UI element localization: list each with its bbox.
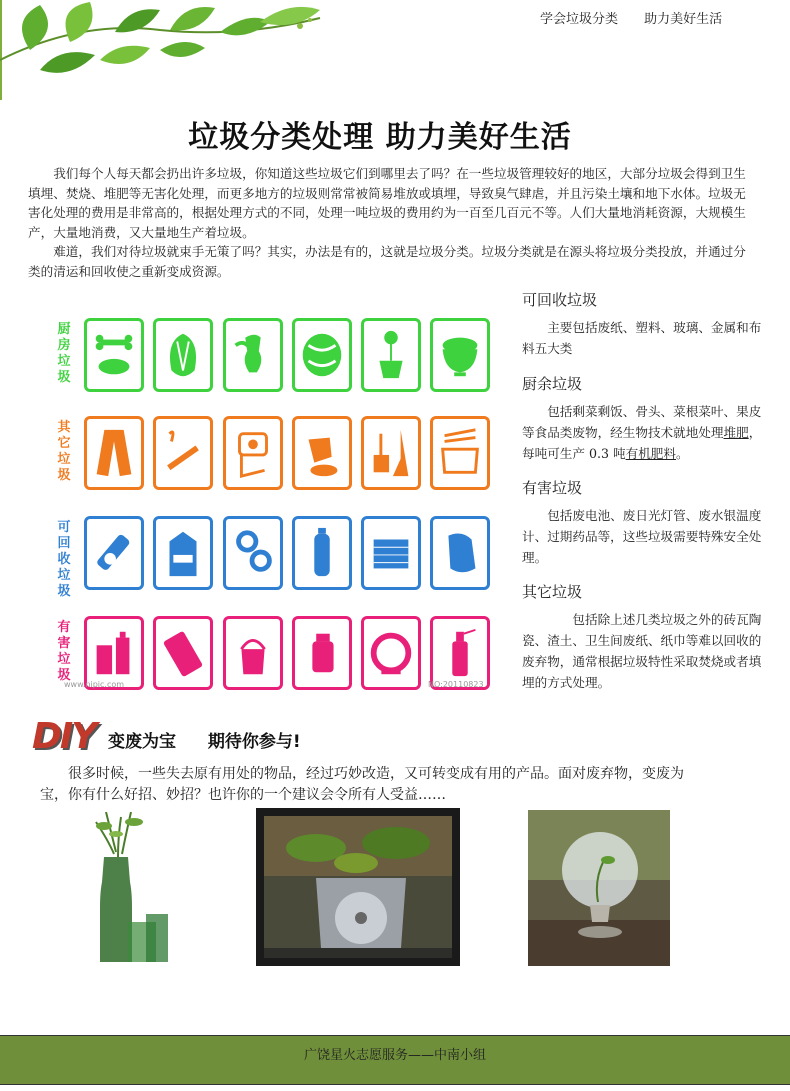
intro-text	[28, 164, 748, 281]
category-title: 可回收垃圾	[522, 291, 598, 309]
waste-sorting-chart	[56, 298, 496, 693]
category-title: 厨余垃圾	[522, 375, 583, 393]
category-title: 其它垃圾	[522, 583, 583, 601]
spilled-cup-icon	[292, 416, 352, 490]
bulb-planter-photo	[528, 810, 670, 966]
chart-row-label: 其 它 垃 圾	[57, 420, 71, 483]
diy-logo: DIY	[32, 716, 96, 757]
leaf-vine-decoration	[0, 0, 340, 100]
category-text: 包括废电池、废日光灯管、废水银温度计、过期药品等，这些垃圾需要特殊安全处理。	[522, 508, 762, 565]
header-item: 学会垃圾分类	[540, 12, 619, 27]
cd-vase-photo	[256, 808, 460, 966]
category-text: 包括除上述几类垃圾之外的砖瓦陶瓷、渣土、卫生间废纸、纸巾等难以回收的废弃物，通常根据垃圾特性采取焚烧或者填埋的方式处理。	[522, 612, 762, 690]
category-hazardous	[522, 478, 766, 568]
lamp-tube-icon	[361, 616, 421, 690]
bottle-vase-photo	[66, 812, 176, 964]
image-watermark: NO:20110823	[428, 680, 484, 689]
header-item: 助力美好生活	[644, 12, 723, 27]
milk-carton-icon	[153, 516, 213, 590]
cabbage-icon	[153, 318, 213, 392]
diy-text	[40, 764, 700, 806]
chart-row-label: 厨 房 垃 圾	[57, 322, 71, 385]
category-recyclable	[522, 290, 766, 359]
category-text: 包括剩菜剩饭、骨头、菜根菜叶、果皮等食品类废物，经生物技术就地处理堆肥，每吨可生产 0.3 吨有机肥料。	[522, 404, 762, 461]
intro-paragraph: 我们每个人每天都会扔出许多垃圾，你知道这些垃圾它们到哪里去了吗？在一些垃圾管理较好的地区，大部分垃圾会得到卫生填埋、焚烧、堆肥等无害化处理，而更多地方的垃圾则常常被简易堆放或填埋，导致臭气肆虐，并且污染土壤和地下水体。垃圾无害化处理的费用是非常高的，根据处理方式的不同，处理一吨垃圾的费用约为一百至几百元不等。人们大量地消耗资源，大规模生产，大量地消费，又大量地生产着垃圾。	[28, 166, 746, 240]
toilet-paper-icon	[223, 416, 283, 490]
paint-bucket-icon	[223, 616, 283, 690]
footer-bar	[0, 1035, 790, 1085]
coat-icon	[84, 416, 144, 490]
image-watermark: www.nipic.com	[64, 680, 125, 689]
link-fertilizer[interactable]: 有机肥料	[625, 446, 676, 461]
header-tagline	[540, 8, 744, 27]
category-kitchen	[522, 374, 766, 464]
bottle-icon	[84, 516, 144, 590]
paper-stack-icon	[361, 516, 421, 590]
bowl-icon	[430, 318, 490, 392]
spray-can-icon	[430, 616, 490, 690]
link-compost[interactable]: 堆肥	[723, 425, 749, 440]
category-text: 主要包括废纸、塑料、玻璃、金属和布料五大类	[522, 320, 762, 356]
page-title: 垃圾分类处理 助力美好生活	[188, 120, 572, 155]
medicine-icon	[292, 616, 352, 690]
diy-paragraph: 很多时候，一些失去原有用处的物品，经过巧妙改造，又可转变成有用的产品。面对废弃物，变废为宝，你有什么好招、妙招？也许你的一个建议会令所有人受益……	[40, 766, 684, 803]
bone-icon	[84, 318, 144, 392]
plastic-bottle-icon	[292, 516, 352, 590]
chart-row-label: 有 害 垃 圾	[57, 620, 71, 683]
cigarette-icon	[153, 416, 213, 490]
category-other	[522, 582, 766, 693]
phone-icon	[153, 616, 213, 690]
intro-paragraph: 难道，我们对待垃圾就束手无策了吗？其实，办法是有的，这就是垃圾分类。垃圾分类就是在源头将垃圾分类投放，并通过分类的清运和回收使之重新变成资源。	[28, 244, 746, 279]
dustpan-broom-icon	[361, 416, 421, 490]
peanut-icon	[292, 318, 352, 392]
category-title: 有害垃圾	[522, 479, 583, 497]
battery-icon	[84, 616, 144, 690]
apple-core-icon	[223, 318, 283, 392]
diy-subtitle-part: 变废为宝	[108, 732, 176, 752]
chart-row-label: 可 回 收 垃 圾	[57, 520, 71, 599]
footer-text: 广饶星火志愿服务——中南小组	[303, 1048, 486, 1063]
flower-pot-icon	[361, 318, 421, 392]
gears-icon	[223, 516, 283, 590]
diy-subtitle	[108, 727, 327, 752]
takeout-box-icon	[430, 416, 490, 490]
plastic-bag-icon	[430, 516, 490, 590]
diy-subtitle-part: 期待你参与!	[207, 732, 301, 752]
